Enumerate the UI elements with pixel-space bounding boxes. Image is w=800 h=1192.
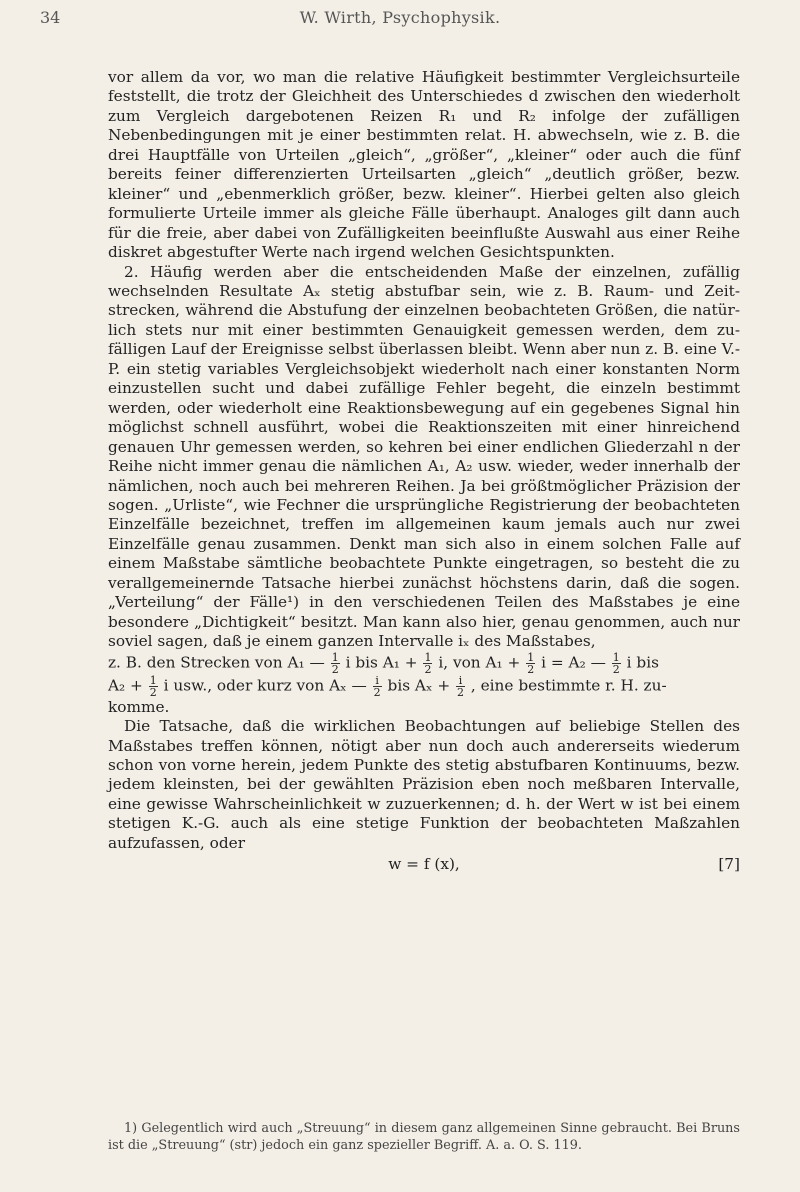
math-text: i = A₂ — (541, 653, 606, 672)
fraction: $\frac{1}{2}$ (612, 650, 620, 676)
footnote-text: 1) Gelegentlich wird auch „Streuung“ in diesem ganz allgemeinen Sinne gebraucht. Bei Bruns ist die „Streuung“ (str) jedoch ein ganz spezieller Begriff. A. a. O. S. 119. (108, 1121, 740, 1153)
math-text: , eine bestimmte r. H. zu- (470, 676, 667, 695)
paragraph-3: Die Tatsache, daß die wirklichen Beobachtungen auf beliebige Stellen des Maßstabes treffen können, nötigt aber nun doch auch andererseits wiederum schon von vorne herein, jedem Punkte des stetig abstufbaren Kontinuums, bezw. jedem kleinsten, bei der gewählten Präzision eben noch meßbaren Intervalle, eine gewisse Wahrscheinlichkeit w zuzuerkennen; d. h. der Wert w ist bei einem stetigen K.-G. auch als eine stetige Funktion der beobachteten Maßzahlen aufzufassen, oder (108, 717, 740, 852)
math-text: i bis (626, 653, 659, 672)
main-text (108, 68, 740, 879)
footnote (108, 1120, 740, 1154)
page-number: 34 (40, 8, 61, 27)
paragraph-1: vor allem da vor, wo man die relative Häufigkeit bestimmter Vergleichsurteile feststellt, die trotz der Gleichheit des Unterschiedes d zwischen den wiederholt zum Vergleich dargebotenen Reizen R₁ und R₂ infolge der zufälligen Nebenbedingungen mit je einer bestimmten relat. H. abwechseln, wie z. B. die drei Hauptfälle von Urteilen „gleich“, „größer“, „kleiner“ oder auch die fünf bereits feiner differenzierten Urteilsarten „gleich“ „deutlich größer, bezw. kleiner“ und „ebenmerklich größer, bezw. kleiner“. Hierbei gelten also gleich formulierte Urteile immer als gleiche Fälle überhaupt. Analoges gilt dann auch für die freie, aber dabei von Zufälligkeiten beeinflußte Auswahl aus einer Reihe diskret abgestufter Werte nach irgend welchen Gesichtspunkten. (108, 68, 740, 262)
math-text: bis Aₓ + (387, 676, 451, 695)
equation-number: [7] (718, 855, 740, 874)
equation-text: w = f (x), (388, 855, 460, 874)
paragraph-2: 2. Häufig werden aber die entscheidenden Maße der einzelnen, zufällig wechselnden Resultate Aₓ stetig abstufbar sein, wie z. B. Raum- und Zeitstrecken, während die Abstufung der einzelnen beobachteten Größen, die natürlich stets nur mit einer bestimmten Genauigkeit gemessen werden, dem zufälligen Lauf der Ereignisse selbst überlassen bleibt. Wenn aber nun z. B. eine V.-P. ein stetig variables Vergleichsobjekt wiederholt nach einer konstanten Norm einzustellen sucht und dabei zufällige Fehler begeht, die einzeln bestimmt werden, oder wiederholt eine Reaktionsbewegung auf ein gegebenes Signal hin möglichst schnell ausführt, wobei die Reaktionszeiten mit einer hinreichend genauen Uhr gemessen werden, so kehren bei einer endlichen Gliederzahl n der Reihe nicht immer genau die nämlichen A₁, A₂ usw. wieder, weder innerhalb der nämlichen, noch auch bei mehreren Reihen. Ja bei größtmöglicher Präzision der sogen. „Urliste“, wie Fechner die ursprüngliche Registrierung der beobachteten Einzelfälle bezeichnet, treffen im allgemeinen kaum jemals auch nur zwei Einzelfälle genau zusammen. Denkt man sich also in einem solchen Falle auf einem Maßstabe sämtliche beobachtete Punkte eingetragen, so besteht die zu verallgemeinernde Tatsache hierbei zunächst höchstens darin, daß die sogen. „Verteilung“ der Fälle¹) in den verschiedenen Teilen des Maßstabes je eine besondere „Dichtigkeit“ besitzt. Man kann also hier, genau genommen, auch nur soviel sagen, daß je einem ganzen Intervalle iₓ des Maßstabes, (108, 262, 741, 651)
fraction: $\frac{i}{2}$ (457, 673, 465, 699)
math-line-2 (108, 675, 740, 698)
page-header (40, 6, 760, 36)
math-line-1 (108, 652, 740, 675)
equation (108, 855, 740, 874)
fraction: $\frac{1}{2}$ (149, 673, 157, 699)
math-text: z. B. den Strecken von A₁ — (108, 653, 325, 672)
fraction: $\frac{1}{2}$ (331, 650, 339, 676)
math-text: i, von A₁ + (438, 653, 521, 672)
fraction: $\frac{1}{2}$ (424, 650, 432, 676)
math-text: i bis A₁ + (345, 653, 418, 672)
math-line-3: komme. (108, 697, 170, 716)
math-text: A₂ + (108, 676, 143, 695)
fraction: $\frac{i}{2}$ (373, 673, 381, 699)
fraction: $\frac{1}{2}$ (527, 650, 535, 676)
running-title: W. Wirth, Psychophysik. (299, 8, 501, 27)
math-text: i usw., oder kurz von Aₓ — (163, 676, 367, 695)
